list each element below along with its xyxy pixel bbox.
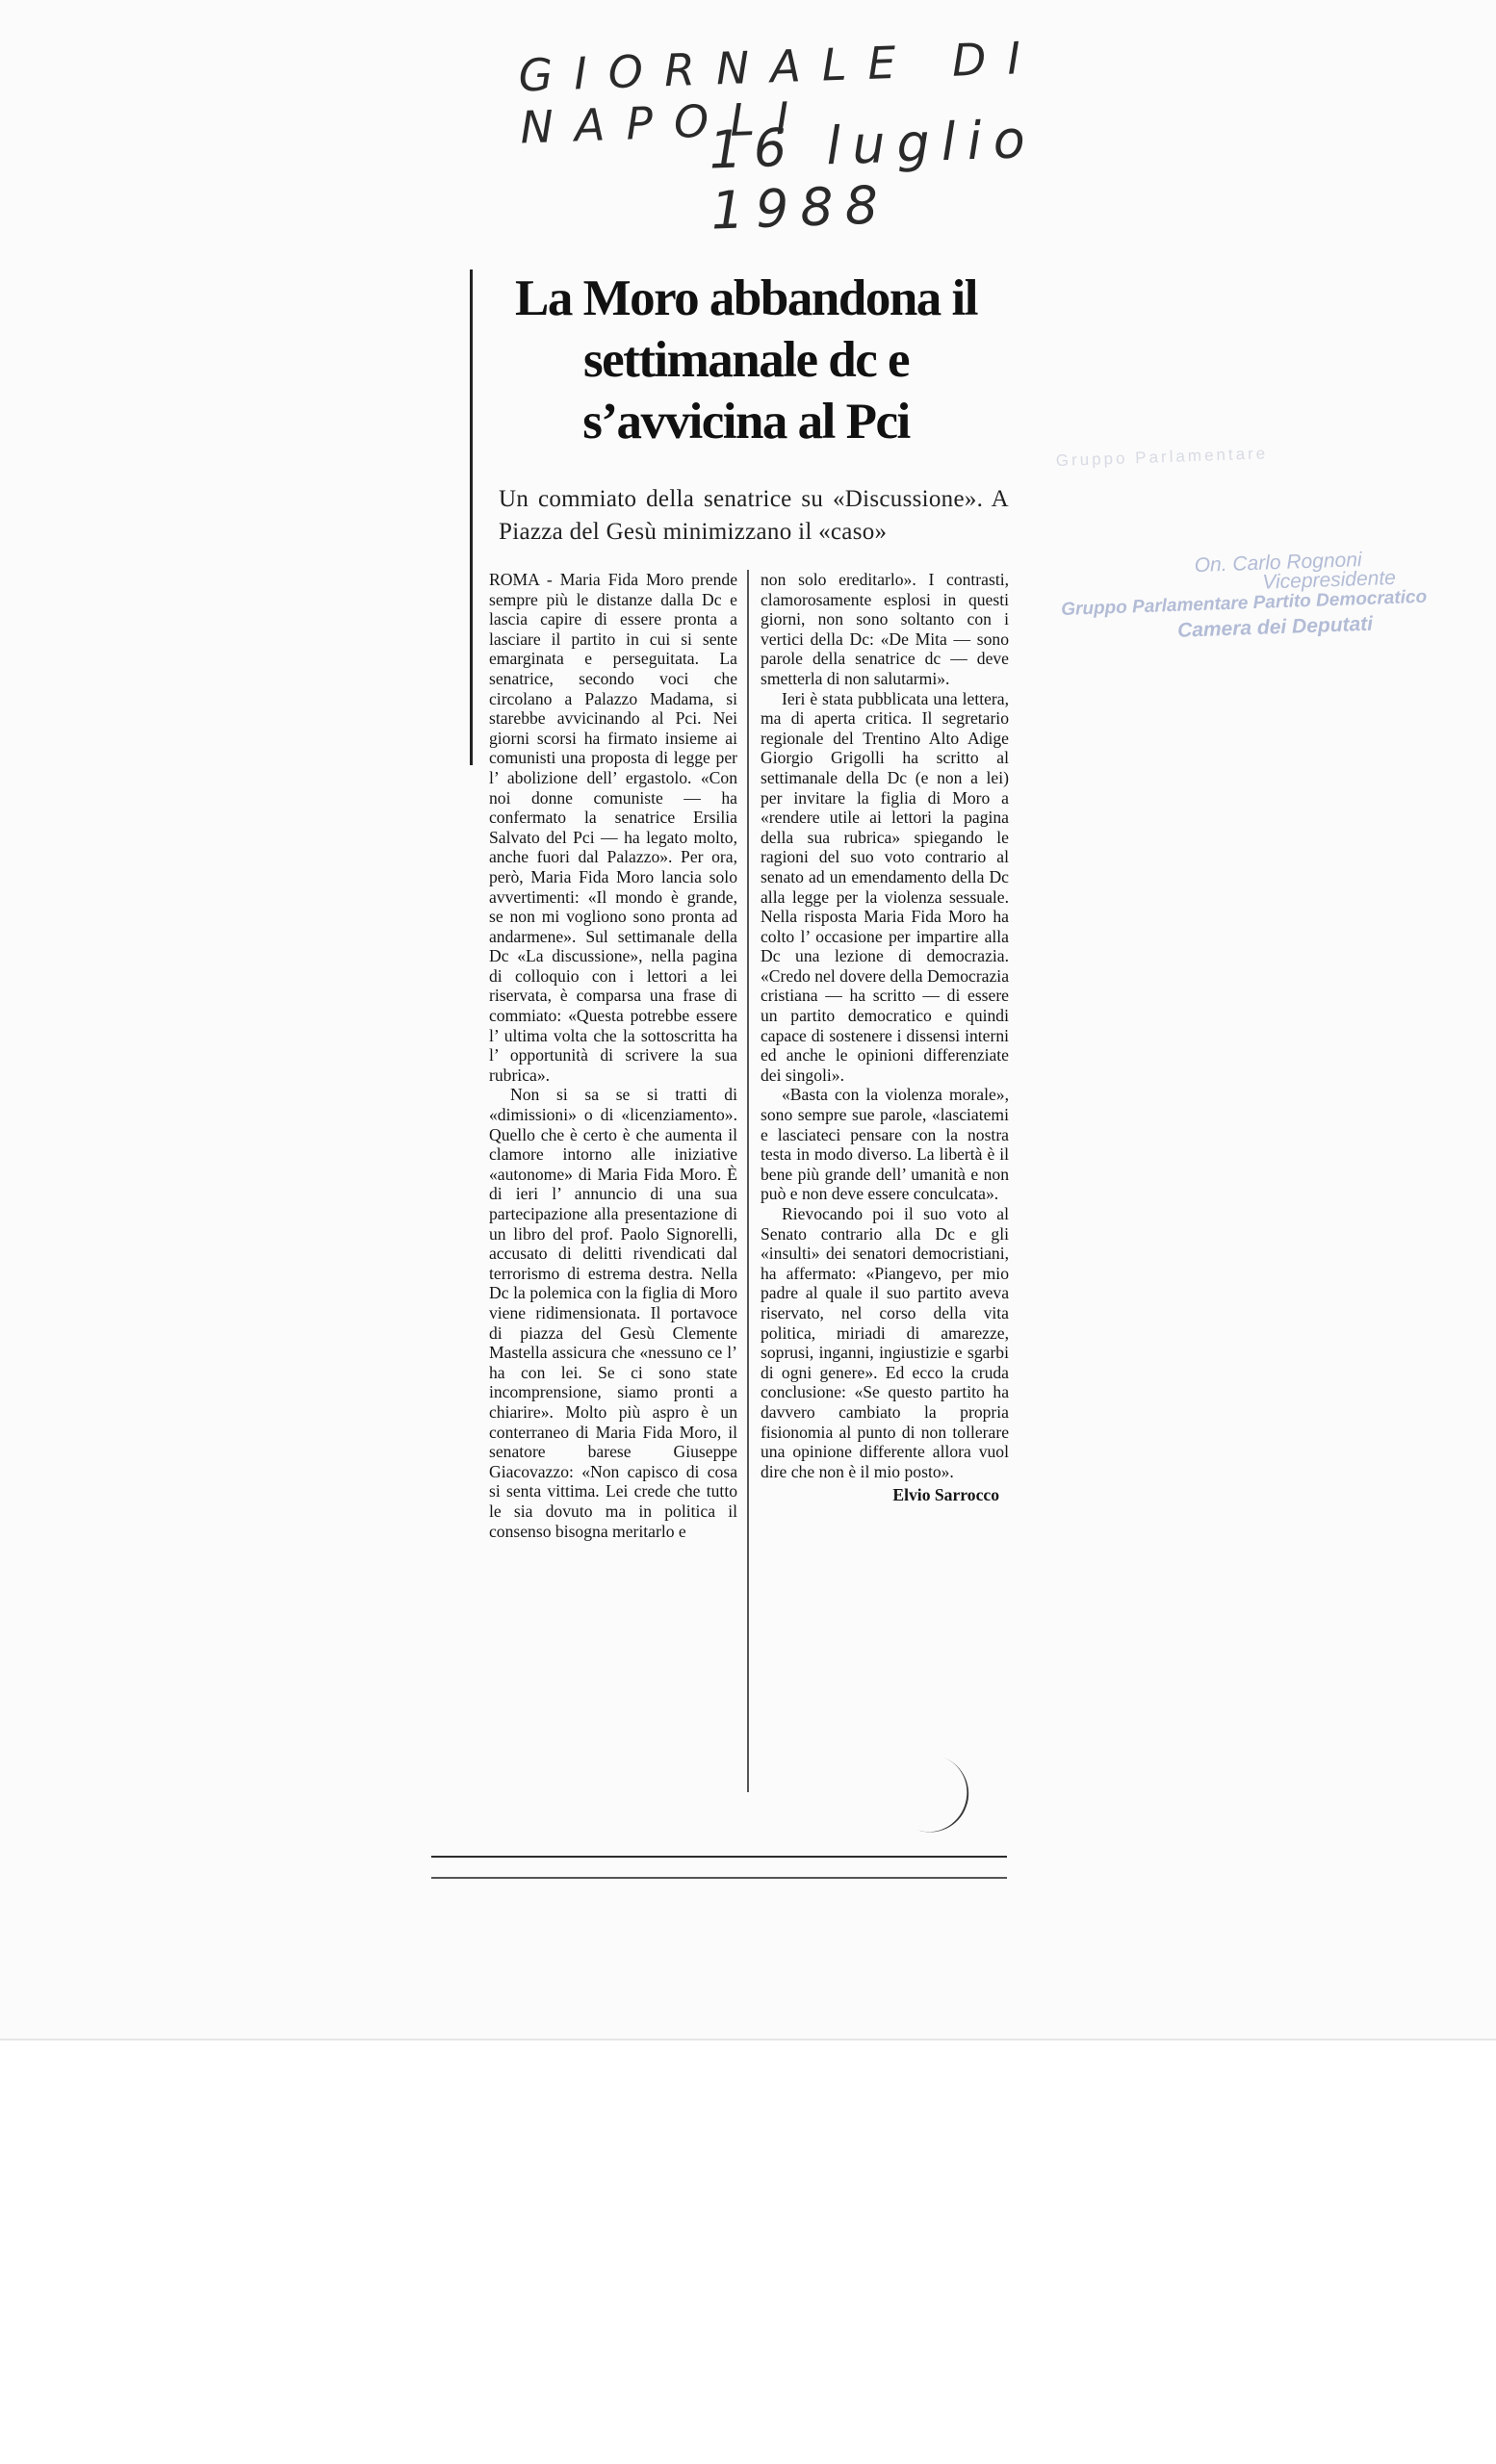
article-paragraph: Ieri è stata pubblicata una lettera, ma di aperta critica. Il segretario regionale del Trentino Alto Adige Giorgio Grigolli ha scritto al settimanale della Dc (e non a lei) per invitare la figlia di Moro a «rendere utile ai lettori la pagina della sua rubrica» spiegando le ragioni del suo voto contrario al senato ad un emendamento della Dc alla legge per la violenza sessuale. Nella risposta Maria Fida Moro ha colto l’ occasione per impartire alla Dc una lezione di democrazia. «Credo nel dovere della Democrazia cristiana — ha scritto — di essere un partito democratico e quindi capace di sostenere i dissensi interni ed anche le opinioni differenziate dei singoli».	[761, 688, 1009, 1085]
stamp-role-line: Vicepresidente	[1261, 566, 1397, 594]
column-divider	[747, 570, 749, 1792]
handwritten-source-note	[498, 15, 1177, 242]
article-paragraph: ROMA - Maria Fida Moro prende sempre più le distanze dalla Dc e lascia capire di essere pronta a lasciare il partito in cui si sente emarginata e perseguitata. La senatrice, secondo voci che circolano a Palazzo Madama, si starebbe avvicinando al Pci. Nei giorni scorsi ha firmato insieme ai comunisti una proposta di legge per l’ abolizione dell’ ergastolo. «Con noi donne comuniste — ha confermato la senatrice Ersilia Salvato del Pci — ha legato molto, anche fuori dal Palazzo». Per ora, però, Maria Fida Moro lancia solo avvertimenti: «Il mondo è grande, se non mi vogliono sono pronta ad andarmene». Sul settimanale della Dc «La discussione», nella pagina di colloquio con i lettori a lei riservata, è comparsa una frase di commiato: «Questa potrebbe essere l’ ultima volta che la sottoscritta ha l’ opportunità di scrivere la sua rubrica».	[489, 570, 737, 1085]
clipping-bottom-rule	[431, 1856, 1007, 1858]
stamp-faint-top-line: Gruppo Parlamentare	[1055, 444, 1269, 471]
article-paragraph: Non si sa se si tratti di «dimissioni» o di «licenziamento». Quello che è certo è che aumenta il clamore intorno alle iniziative «autonome» di Maria Fida Moro. È di ieri l’ annuncio di una sua partecipazione alla presentazione di un libro del prof. Paolo Signorelli, accusato di delitti rivendicati dal terrorismo di estrema destra. Nella Dc la polemica con la figlia di Moro viene ridimensionata. Il portavoce di piazza del Gesù Clemente Mastella assicura che «nessuno ce l’ ha con lei. Se ci sono state incomprensione, siamo pronti a chiarire». Molto più aspro è un conterraneo di Maria Fida Moro, il senatore barese Giuseppe Giacovazzo: «Non capisco di cosa si senta vittima. Lei crede che tutto le sia dovuto ma in politica il consenso bisogna meritarlo e	[489, 1085, 737, 1541]
scan-bottom-edge	[0, 2039, 1496, 2040]
article-column-right	[761, 570, 1009, 1505]
article-byline: Elvio Sarrocco	[892, 1485, 999, 1505]
clipping-bottom-rule-secondary	[431, 1877, 1007, 1879]
stamp-name-line: On. Carlo Rognoni	[1194, 549, 1362, 578]
handwritten-newspaper-name: GIORNALE DI NAPOLI	[517, 31, 1043, 154]
article-column-left	[489, 570, 737, 1541]
clipping-left-rule	[470, 270, 473, 765]
article-paragraph: «Basta con la violenza morale», sono sempre sue parole, «lasciatemi e lasciateci pensare con la nostra testa in modo diverso. La libertà è il bene più grande dell’ umanità e non può e non deve essere conculcata».	[761, 1085, 1009, 1204]
stamp-chamber-line: Camera dei Deputati	[1176, 612, 1374, 642]
newspaper-clipping	[470, 260, 1009, 1906]
article-paragraph: Rievocando poi il suo voto al Senato contrario alla Dc e gli «insulti» dei senatori democristiani, ha affermato: «Piangevo, per mio padre al quale il suo partito aveva riservato, nel corso della vita politica, miriadi di amarezze, soprusi, inganni, ingiustizie e sgarbi di ogni genere». Ed ecco la cruda conclusione: «Se questo partito ha davvero cambiato la propria fisionomia al punto di non tollerare una opinione differente allora vuol dire che non è il mio posto».	[761, 1204, 1009, 1481]
faded-office-stamp	[1054, 392, 1496, 696]
handwritten-date: 16 luglio 1988	[708, 108, 1038, 242]
stamp-group-line: Gruppo Parlamentare Partito Democratico	[1060, 586, 1428, 620]
article-subheadline: Un commiato della senatrice su «Discussione». A Piazza del Gesù minimizzano il «caso»	[499, 486, 1009, 545]
article-headline: La Moro abbandona il settimanale dc e s’avvicina al Pci	[514, 270, 978, 449]
article-paragraph: non solo ereditarlo». I contrasti, clamorosamente esplosi in questi giorni, non sono soltanto con i vertici della Dc: «De Mita — sono parole della senatrice dc — deve smetterla di non salutarmi».	[761, 570, 1009, 688]
article-body	[489, 570, 1009, 1821]
